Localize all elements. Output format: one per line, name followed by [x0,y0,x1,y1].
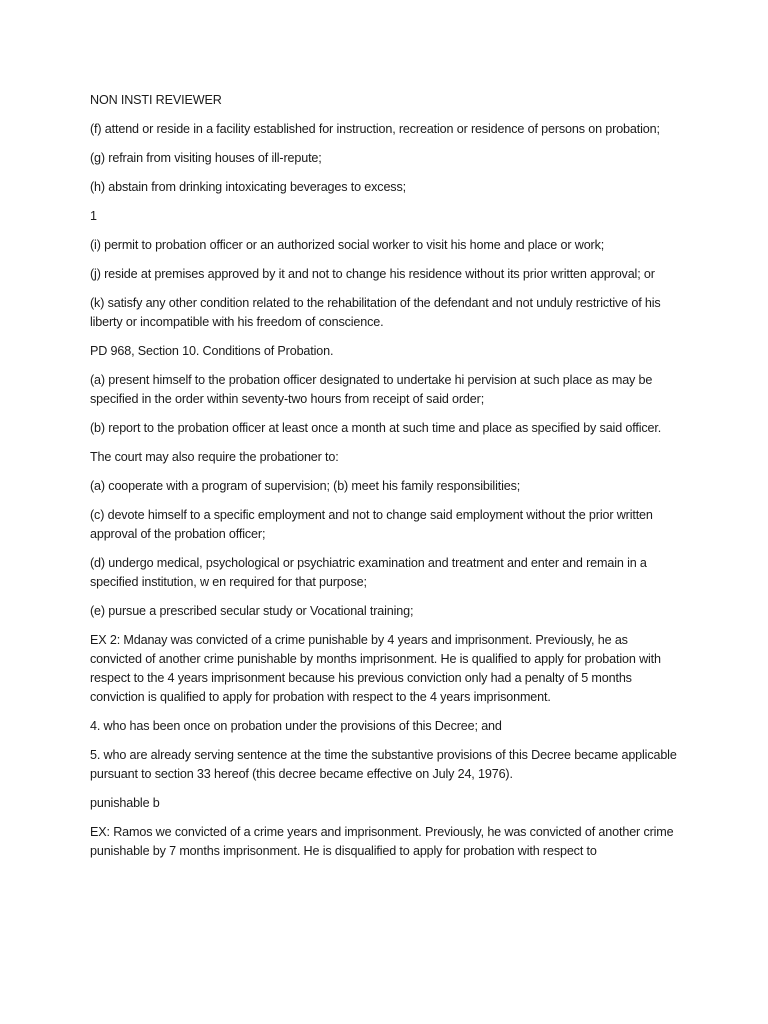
document-title: NON INSTI REVIEWER [90,93,222,107]
paragraph-mandatory-b: (b) report to the probation officer at least once a month at such time and place as specified by said officer. [90,421,662,435]
paragraph-court-d: (d) undergo medical, psychological or psychiatric examination and treatment and enter and remain in a specified institution, w en required for that purpose; [90,556,647,589]
paragraph-item-4: 4. who has been once on probation under the provisions of this Decree; and [90,719,502,733]
paragraph-court-e: (e) pursue a prescribed secular study or Vocational training; [90,604,414,618]
page-number: 1 [90,209,97,223]
paragraph-condition-j: (j) reside at premises approved by it and not to change his residence without its prior written approval; or [90,267,655,281]
section-heading: PD 968, Section 10. Conditions of Probation. [90,344,334,358]
paragraph-fragment: punishable b [90,796,160,810]
paragraph-example-2: EX 2: Mdanay was convicted of a crime punishable by 4 years and imprisonment. Previously, he as convicted of another crime punishable by months imprisonment. He is qualified to apply for probation with respect to the 4 years imprisonment because his previous conviction only had a penalty of 5 months conviction is qualified to apply for probation with respect to the 4 years imprisonment. [90,633,661,704]
paragraph-item-5: 5. who are already serving sentence at the time the substantive provisions of this Decree became applicable pursuant to section 33 hereof (this decree became effective on July 24, 1976). [90,748,677,781]
paragraph-condition-f: (f) attend or reside in a facility established for instruction, recreation or residence of persons on probation; [90,122,660,136]
paragraph-court-a-b: (a) cooperate with a program of supervision; (b) meet his family responsibilities; [90,479,521,493]
paragraph-condition-k: (k) satisfy any other condition related to the rehabilitation of the defendant and not unduly restrictive of his liberty or incompatible with his freedom of conscience. [90,296,661,329]
paragraph-condition-h: (h) abstain from drinking intoxicating beverages to excess; [90,180,406,194]
paragraph-court-intro: The court may also require the probationer to: [90,450,339,464]
paragraph-court-c: (c) devote himself to a specific employment and not to change said employment without the prior written approval of the probation officer; [90,508,653,541]
paragraph-mandatory-a: (a) present himself to the probation officer designated to undertake hi pervision at such place as may be specified in the order within seventy-two hours from receipt of said order; [90,373,653,406]
paragraph-condition-i: (i) permit to probation officer or an authorized social worker to visit his home and place or work; [90,238,605,252]
paragraph-example-ramos: EX: Ramos we convicted of a crime years and imprisonment. Previously, he was convicted of another crime punishable by 7 months imprisonment. He is disqualified to apply for probation with respect to [90,825,674,858]
paragraph-condition-g: (g) refrain from visiting houses of ill-repute; [90,151,322,165]
document-page [90,91,680,871]
